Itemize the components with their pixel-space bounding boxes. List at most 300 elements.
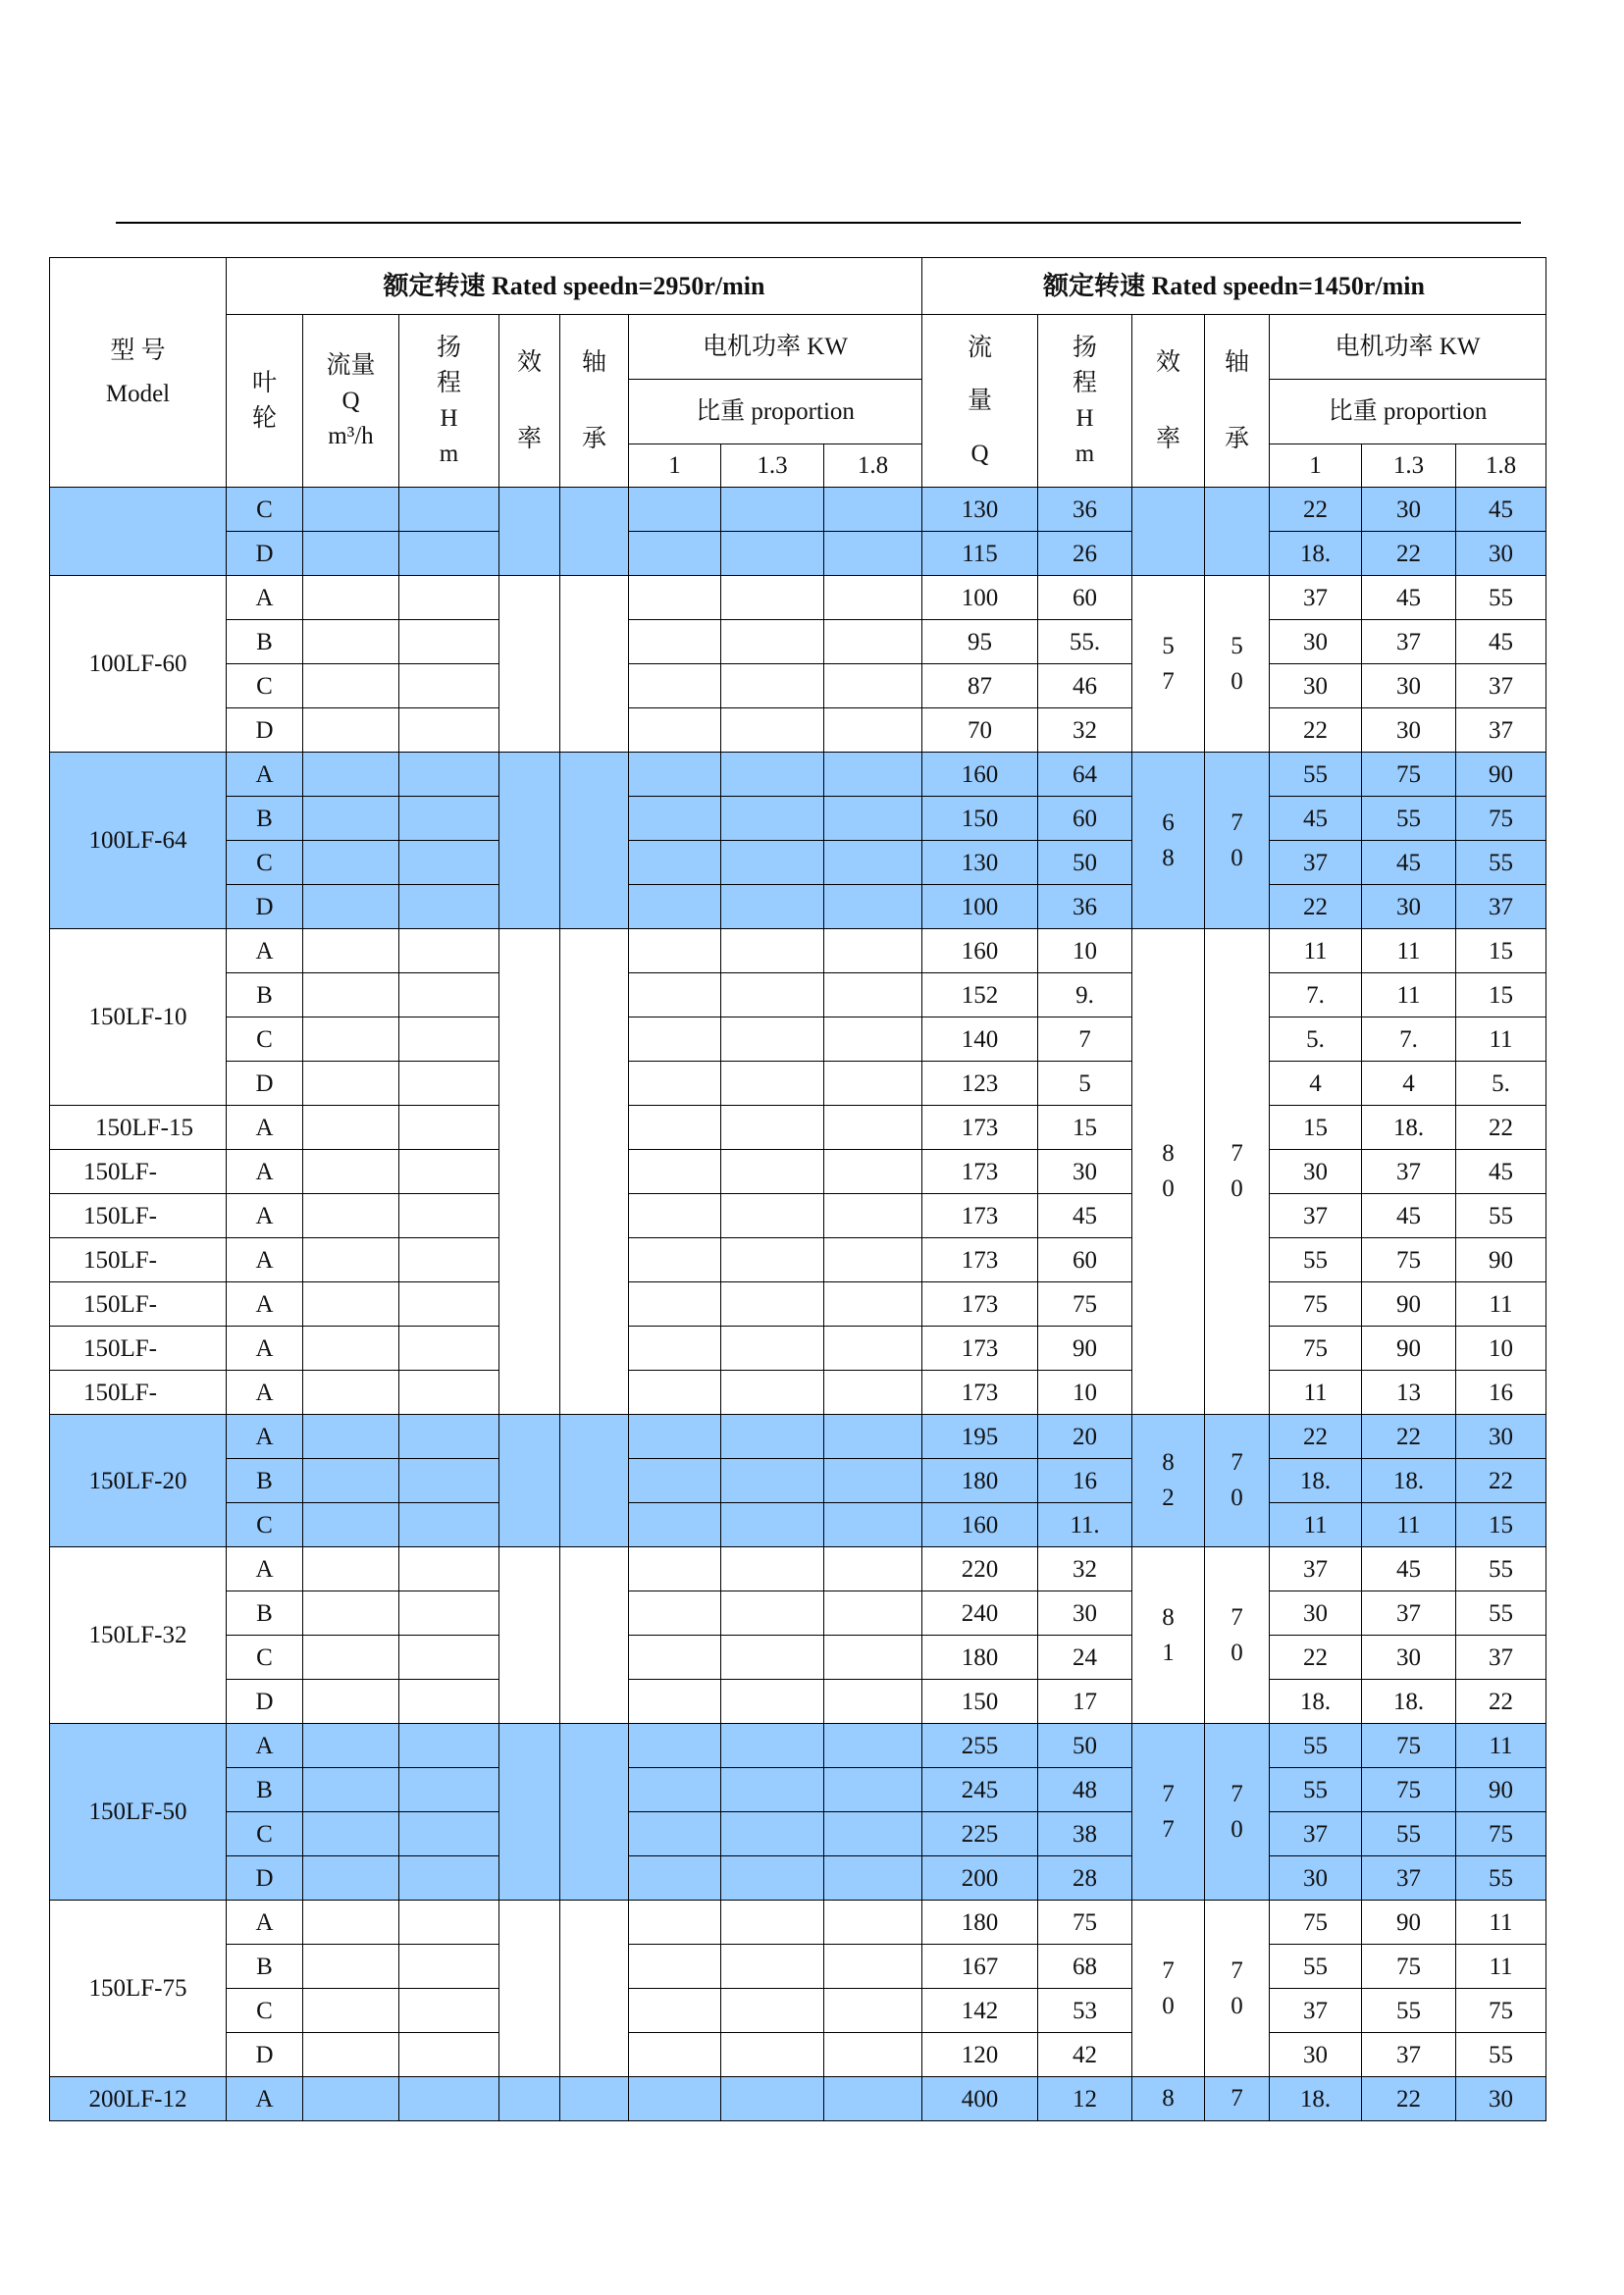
power-2950-1_3-cell — [721, 1371, 824, 1415]
power-2950-1-cell — [629, 1194, 721, 1238]
efficiency-1450-cell — [1132, 488, 1205, 576]
power-1450-1_3-cell: 37 — [1362, 2033, 1456, 2077]
flow-1450-cell: 160 — [922, 753, 1038, 797]
head-1450-cell: 28 — [1038, 1856, 1132, 1901]
power-1450-1_3-cell: 45 — [1362, 1194, 1456, 1238]
power-2950-1-cell — [629, 1017, 721, 1062]
shaft-1450-cell: 5 0 — [1205, 576, 1270, 753]
power-2950-1_3-cell — [721, 2033, 824, 2077]
flow-1450-cell: 173 — [922, 1238, 1038, 1282]
power-2950-1_3-cell — [721, 1327, 824, 1371]
efficiency-2950-cell — [499, 576, 560, 753]
impeller-cell: B — [227, 1945, 303, 1989]
table-row — [50, 753, 1546, 797]
flow-1450-cell: 87 — [922, 664, 1038, 708]
shaft-1450-cell: 7 0 — [1205, 1547, 1270, 1724]
flow-2950-cell — [303, 1150, 399, 1194]
power-1450-1_8-cell: 16 — [1456, 1371, 1546, 1415]
power-2950-1_8-cell — [824, 1989, 922, 2033]
power-2950-1-cell — [629, 2033, 721, 2077]
table-row — [50, 797, 1546, 841]
model-cell: 150LF-75 — [50, 1901, 227, 2077]
power-1450-1_8-cell: 22 — [1456, 1459, 1546, 1503]
shaft-1450-cell: 7 — [1205, 2077, 1270, 2121]
table-row — [50, 1459, 1546, 1503]
head-2950-cell — [399, 664, 499, 708]
power-1450-1_3-cell: 37 — [1362, 1150, 1456, 1194]
flow-1450-cell: 100 — [922, 576, 1038, 620]
table-row — [50, 708, 1546, 753]
head-2950-cell — [399, 1989, 499, 2033]
power-2950-1_8-cell — [824, 620, 922, 664]
power-1450-1_8-cell: 37 — [1456, 664, 1546, 708]
power-1450-1_8-cell: 45 — [1456, 1150, 1546, 1194]
impeller-cell: C — [227, 1503, 303, 1547]
flow-2950-cell — [303, 1812, 399, 1856]
power-1450-1_8-cell: 15 — [1456, 1503, 1546, 1547]
head-1450-cell: 20 — [1038, 1415, 1132, 1459]
head-1450-cell: 42 — [1038, 2033, 1132, 2077]
table-row — [50, 1901, 1546, 1945]
table-row — [50, 1680, 1546, 1724]
shaft-2950-cell — [560, 1415, 629, 1547]
power-1450-1_8-cell: 22 — [1456, 1680, 1546, 1724]
flow-2950-cell — [303, 1415, 399, 1459]
power-1450-1_8-cell: 45 — [1456, 488, 1546, 532]
power-2950-1_3-cell — [721, 1945, 824, 1989]
shaft-2950-cell — [560, 488, 629, 576]
head-2950-cell — [399, 1282, 499, 1327]
power-1450-1_8-cell: 30 — [1456, 532, 1546, 576]
flow-2950-cell — [303, 1017, 399, 1062]
power-2950-1_8-cell — [824, 1503, 922, 1547]
power-1450-1_8-cell: 37 — [1456, 885, 1546, 929]
power-1450-1_3-cell: 30 — [1362, 1636, 1456, 1680]
head-1450-cell: 16 — [1038, 1459, 1132, 1503]
head-2950-cell — [399, 1371, 499, 1415]
flow-2950-cell — [303, 1371, 399, 1415]
head-1450-cell: 12 — [1038, 2077, 1132, 2121]
power-2950-1-cell — [629, 576, 721, 620]
efficiency-1450-cell: 5 7 — [1132, 576, 1205, 753]
head-2950-cell — [399, 1017, 499, 1062]
power-1450-1_3-cell: 45 — [1362, 1547, 1456, 1591]
flow-1450-cell: 142 — [922, 1989, 1038, 2033]
power-1450-1_8-cell: 55 — [1456, 1591, 1546, 1636]
power-2950-1-cell — [629, 1282, 721, 1327]
head-1450-cell: 50 — [1038, 841, 1132, 885]
power-2950-1_3-cell — [721, 1062, 824, 1106]
power-1450-1_8-cell: 10 — [1456, 1327, 1546, 1371]
efficiency-1450-cell: 8 0 — [1132, 929, 1205, 1415]
power-2950-1_3-cell — [721, 1238, 824, 1282]
flow-2950-cell — [303, 1636, 399, 1680]
flow-1450-cell: 225 — [922, 1812, 1038, 1856]
head-1450-cell: 60 — [1038, 1238, 1132, 1282]
flow-header-1450: 流 量 Q — [922, 315, 1038, 488]
power-1450-1_8-cell: 11 — [1456, 1724, 1546, 1768]
table-row — [50, 488, 1546, 532]
power-1450-1_3-cell: 55 — [1362, 1989, 1456, 2033]
head-1450-cell: 46 — [1038, 664, 1132, 708]
flow-2950-cell — [303, 708, 399, 753]
power-2950-1-cell — [629, 753, 721, 797]
model-cell: 100LF-60 — [50, 576, 227, 753]
impeller-cell: D — [227, 1680, 303, 1724]
power-1450-1-cell: 45 — [1270, 797, 1362, 841]
head-2950-cell — [399, 797, 499, 841]
flow-1450-cell: 150 — [922, 797, 1038, 841]
head-1450-cell: 68 — [1038, 1945, 1132, 1989]
shaft-1450-cell — [1205, 488, 1270, 576]
power-1450-1_3-cell: 45 — [1362, 576, 1456, 620]
power-2950-1_3-cell — [721, 1459, 824, 1503]
head-2950-cell — [399, 576, 499, 620]
power-2950-1_8-cell — [824, 1194, 922, 1238]
power-2950-1_8-cell — [824, 1238, 922, 1282]
table-row — [50, 576, 1546, 620]
proportion-1-2950: 1 — [629, 444, 721, 488]
power-2950-1_3-cell — [721, 1724, 824, 1768]
proportion-header-2950: 比重 proportion — [629, 380, 922, 444]
power-1450-1_3-cell: 4 — [1362, 1062, 1456, 1106]
power-1450-1_8-cell: 15 — [1456, 929, 1546, 973]
power-1450-1_3-cell: 55 — [1362, 1812, 1456, 1856]
power-1450-1_3-cell: 75 — [1362, 753, 1456, 797]
power-2950-1_8-cell — [824, 973, 922, 1017]
power-1450-1_8-cell: 55 — [1456, 1194, 1546, 1238]
impeller-cell: A — [227, 1194, 303, 1238]
flow-1450-cell: 180 — [922, 1636, 1038, 1680]
model-cell: 150LF-10 — [50, 929, 227, 1106]
flow-1450-cell: 160 — [922, 1503, 1038, 1547]
table-row — [50, 1194, 1546, 1238]
table-row — [50, 1503, 1546, 1547]
flow-1450-cell: 220 — [922, 1547, 1038, 1591]
power-1450-1-cell: 18. — [1270, 1680, 1362, 1724]
flow-1450-cell: 70 — [922, 708, 1038, 753]
table-row — [50, 1282, 1546, 1327]
power-2950-1-cell — [629, 1327, 721, 1371]
flow-1450-cell: 180 — [922, 1459, 1038, 1503]
power-2950-1_3-cell — [721, 1194, 824, 1238]
flow-1450-cell: 173 — [922, 1106, 1038, 1150]
power-2950-1_3-cell — [721, 841, 824, 885]
power-2950-1-cell — [629, 488, 721, 532]
power-2950-1_8-cell — [824, 1547, 922, 1591]
power-1450-1_8-cell: 37 — [1456, 1636, 1546, 1680]
power-2950-1_8-cell — [824, 488, 922, 532]
table-row — [50, 1768, 1546, 1812]
power-2950-1-cell — [629, 1724, 721, 1768]
power-2950-1_8-cell — [824, 1680, 922, 1724]
power-1450-1-cell: 18. — [1270, 532, 1362, 576]
power-2950-1_3-cell — [721, 1680, 824, 1724]
power-2950-1-cell — [629, 1106, 721, 1150]
flow-1450-cell: 173 — [922, 1194, 1038, 1238]
power-1450-1-cell: 37 — [1270, 1812, 1362, 1856]
flow-header-2950: 流量 Q m³/h — [303, 315, 399, 488]
impeller-cell: D — [227, 2033, 303, 2077]
power-2950-1_3-cell — [721, 708, 824, 753]
power-1450-1_8-cell: 90 — [1456, 753, 1546, 797]
impeller-cell: D — [227, 708, 303, 753]
head-1450-cell: 30 — [1038, 1150, 1132, 1194]
power-2950-1_3-cell — [721, 973, 824, 1017]
power-2950-1-cell — [629, 1636, 721, 1680]
power-2950-1-cell — [629, 1415, 721, 1459]
head-2950-cell — [399, 1547, 499, 1591]
power-2950-1-cell — [629, 708, 721, 753]
power-1450-1_8-cell: 90 — [1456, 1238, 1546, 1282]
table-row — [50, 973, 1546, 1017]
impeller-cell: C — [227, 1989, 303, 2033]
power-2950-1-cell — [629, 620, 721, 664]
model-cell: 150LF-32 — [50, 1547, 227, 1724]
power-2950-1-cell — [629, 1150, 721, 1194]
head-2950-cell — [399, 1856, 499, 1901]
impeller-cell: B — [227, 1459, 303, 1503]
flow-1450-cell: 180 — [922, 1901, 1038, 1945]
power-2950-1_3-cell — [721, 664, 824, 708]
power-2950-1_3-cell — [721, 1150, 824, 1194]
head-2950-cell — [399, 1724, 499, 1768]
flow-2950-cell — [303, 1238, 399, 1282]
power-1450-1_3-cell: 55 — [1362, 797, 1456, 841]
table-row — [50, 664, 1546, 708]
power-2950-1_8-cell — [824, 2077, 922, 2121]
power-1450-1-cell: 55 — [1270, 753, 1362, 797]
power-1450-1_3-cell: 75 — [1362, 1724, 1456, 1768]
flow-2950-cell — [303, 1768, 399, 1812]
efficiency-1450-cell: 7 0 — [1132, 1901, 1205, 2077]
power-1450-1-cell: 22 — [1270, 1636, 1362, 1680]
power-1450-1-cell: 30 — [1270, 2033, 1362, 2077]
power-1450-1_3-cell: 75 — [1362, 1238, 1456, 1282]
table-row — [50, 1856, 1546, 1901]
power-2950-1-cell — [629, 1238, 721, 1282]
efficiency-2950-cell — [499, 2077, 560, 2121]
head-1450-cell: 26 — [1038, 532, 1132, 576]
power-2950-1_8-cell — [824, 1591, 922, 1636]
power-1450-1-cell: 75 — [1270, 1901, 1362, 1945]
power-1450-1_8-cell: 55 — [1456, 2033, 1546, 2077]
power-2950-1-cell — [629, 1768, 721, 1812]
head-1450-cell: 53 — [1038, 1989, 1132, 2033]
power-1450-1_3-cell: 11 — [1362, 973, 1456, 1017]
power-1450-1_3-cell: 18. — [1362, 1680, 1456, 1724]
head-1450-cell: 9. — [1038, 973, 1132, 1017]
power-2950-1_8-cell — [824, 1062, 922, 1106]
power-2950-1_8-cell — [824, 708, 922, 753]
power-2950-1_3-cell — [721, 1856, 824, 1901]
model-label: 型 号 — [110, 337, 166, 364]
efficiency-1450-cell: 8 — [1132, 2077, 1205, 2121]
power-2950-1_8-cell — [824, 797, 922, 841]
flow-2950-cell — [303, 620, 399, 664]
efficiency-2950-cell — [499, 1901, 560, 2077]
power-2950-1_8-cell — [824, 1106, 922, 1150]
power-1450-1_8-cell: 75 — [1456, 797, 1546, 841]
impeller-cell: A — [227, 929, 303, 973]
power-2950-1_8-cell — [824, 1415, 922, 1459]
head-2950-cell — [399, 885, 499, 929]
shaft-header-2950: 轴 承 — [560, 315, 629, 488]
impeller-cell: B — [227, 973, 303, 1017]
head-1450-cell: 5 — [1038, 1062, 1132, 1106]
power-1450-1_8-cell: 22 — [1456, 1106, 1546, 1150]
power-2950-1_8-cell — [824, 841, 922, 885]
table-row — [50, 885, 1546, 929]
power-2950-1-cell — [629, 532, 721, 576]
head-2950-cell — [399, 1459, 499, 1503]
model-cell: 150LF- — [50, 1371, 227, 1415]
power-1450-1-cell: 11 — [1270, 1371, 1362, 1415]
flow-2950-cell — [303, 1106, 399, 1150]
model-cell: 150LF-50 — [50, 1724, 227, 1901]
power-1450-1_8-cell: 55 — [1456, 1547, 1546, 1591]
power-1450-1_8-cell: 75 — [1456, 1989, 1546, 2033]
head-1450-cell: 30 — [1038, 1591, 1132, 1636]
efficiency-1450-cell: 7 7 — [1132, 1724, 1205, 1901]
table-row — [50, 1547, 1546, 1591]
impeller-cell: C — [227, 841, 303, 885]
power-1450-1_3-cell: 90 — [1362, 1282, 1456, 1327]
head-2950-cell — [399, 1503, 499, 1547]
impeller-cell: B — [227, 620, 303, 664]
efficiency-1450-cell: 8 2 — [1132, 1415, 1205, 1547]
flow-1450-cell: 150 — [922, 1680, 1038, 1724]
power-1450-1-cell: 30 — [1270, 1591, 1362, 1636]
flow-1450-cell: 95 — [922, 620, 1038, 664]
impeller-cell: D — [227, 885, 303, 929]
power-1450-1-cell: 55 — [1270, 1945, 1362, 1989]
flow-1450-cell: 167 — [922, 1945, 1038, 1989]
head-2950-cell — [399, 753, 499, 797]
power-2950-1_8-cell — [824, 532, 922, 576]
power-2950-1-cell — [629, 664, 721, 708]
power-1450-1_3-cell: 18. — [1362, 1459, 1456, 1503]
head-2950-cell — [399, 532, 499, 576]
power-2950-1_8-cell — [824, 1856, 922, 1901]
power-1450-1-cell: 22 — [1270, 708, 1362, 753]
power-1450-1_8-cell: 11 — [1456, 1901, 1546, 1945]
model-cell: 150LF- — [50, 1150, 227, 1194]
power-1450-1_8-cell: 15 — [1456, 973, 1546, 1017]
flow-2950-cell — [303, 1945, 399, 1989]
power-1450-1_3-cell: 37 — [1362, 1856, 1456, 1901]
power-1450-1-cell: 7. — [1270, 973, 1362, 1017]
impeller-cell: C — [227, 664, 303, 708]
efficiency-1450-cell: 8 1 — [1132, 1547, 1205, 1724]
power-1450-1_8-cell: 11 — [1456, 1945, 1546, 1989]
head-2950-cell — [399, 973, 499, 1017]
power-1450-1_3-cell: 13 — [1362, 1371, 1456, 1415]
power-1450-1-cell: 18. — [1270, 1459, 1362, 1503]
flow-2950-cell — [303, 797, 399, 841]
proportion-header-1450: 比重 proportion — [1270, 380, 1546, 444]
head-1450-cell: 7 — [1038, 1017, 1132, 1062]
model-label-en: Model — [105, 380, 171, 407]
power-2950-1_3-cell — [721, 753, 824, 797]
flow-2950-cell — [303, 1724, 399, 1768]
power-1450-1_3-cell: 11 — [1362, 929, 1456, 973]
impeller-cell: A — [227, 576, 303, 620]
flow-2950-cell — [303, 664, 399, 708]
flow-1450-cell: 120 — [922, 2033, 1038, 2077]
power-1450-1_8-cell: 11 — [1456, 1017, 1546, 1062]
flow-2950-cell — [303, 1591, 399, 1636]
power-1450-1_3-cell: 90 — [1362, 1327, 1456, 1371]
model-cell: 150LF- — [50, 1327, 227, 1371]
power-2950-1-cell — [629, 1945, 721, 1989]
head-1450-cell: 60 — [1038, 576, 1132, 620]
shaft-1450-cell: 7 0 — [1205, 753, 1270, 929]
table-row — [50, 2077, 1546, 2121]
table-row — [50, 1636, 1546, 1680]
power-1450-1_8-cell: 45 — [1456, 620, 1546, 664]
power-1450-1_8-cell: 75 — [1456, 1812, 1546, 1856]
head-1450-cell: 10 — [1038, 929, 1132, 973]
power-2950-1_3-cell — [721, 1591, 824, 1636]
power-2950-1-cell — [629, 1062, 721, 1106]
head-2950-cell — [399, 620, 499, 664]
shaft-1450-cell: 7 0 — [1205, 1901, 1270, 2077]
flow-2950-cell — [303, 1856, 399, 1901]
power-1450-1-cell: 37 — [1270, 576, 1362, 620]
impeller-cell: A — [227, 1238, 303, 1282]
power-1450-1_8-cell: 55 — [1456, 576, 1546, 620]
power-1450-1_3-cell: 75 — [1362, 1768, 1456, 1812]
flow-2950-cell — [303, 576, 399, 620]
head-2950-cell — [399, 841, 499, 885]
power-2950-1-cell — [629, 973, 721, 1017]
flow-1450-cell: 152 — [922, 973, 1038, 1017]
power-2950-1-cell — [629, 841, 721, 885]
motor-power-header-1450: 电机功率 KW — [1270, 315, 1546, 380]
power-2950-1_3-cell — [721, 1415, 824, 1459]
power-2950-1_3-cell — [721, 1282, 824, 1327]
power-1450-1_3-cell: 90 — [1362, 1901, 1456, 1945]
power-2950-1-cell — [629, 1856, 721, 1901]
efficiency-2950-cell — [499, 1547, 560, 1724]
efficiency-2950-cell — [499, 929, 560, 1415]
impeller-cell: A — [227, 1724, 303, 1768]
power-1450-1_8-cell: 55 — [1456, 1856, 1546, 1901]
flow-1450-cell: 173 — [922, 1371, 1038, 1415]
model-cell: 150LF-20 — [50, 1415, 227, 1547]
power-1450-1-cell: 75 — [1270, 1327, 1362, 1371]
power-2950-1-cell — [629, 885, 721, 929]
power-1450-1_8-cell: 30 — [1456, 1415, 1546, 1459]
head-2950-cell — [399, 1062, 499, 1106]
head-1450-cell: 10 — [1038, 1371, 1132, 1415]
head-1450-cell: 32 — [1038, 1547, 1132, 1591]
power-2950-1_3-cell — [721, 1503, 824, 1547]
model-cell: 150LF- — [50, 1194, 227, 1238]
power-1450-1-cell: 30 — [1270, 1150, 1362, 1194]
power-1450-1_3-cell: 30 — [1362, 708, 1456, 753]
head-2950-cell — [399, 1238, 499, 1282]
flow-2950-cell — [303, 1547, 399, 1591]
flow-2950-cell — [303, 1503, 399, 1547]
power-2950-1_3-cell — [721, 1636, 824, 1680]
power-1450-1_3-cell: 7. — [1362, 1017, 1456, 1062]
power-2950-1-cell — [629, 2077, 721, 2121]
power-2950-1-cell — [629, 1547, 721, 1591]
power-1450-1-cell: 37 — [1270, 1989, 1362, 2033]
model-cell — [50, 488, 227, 576]
